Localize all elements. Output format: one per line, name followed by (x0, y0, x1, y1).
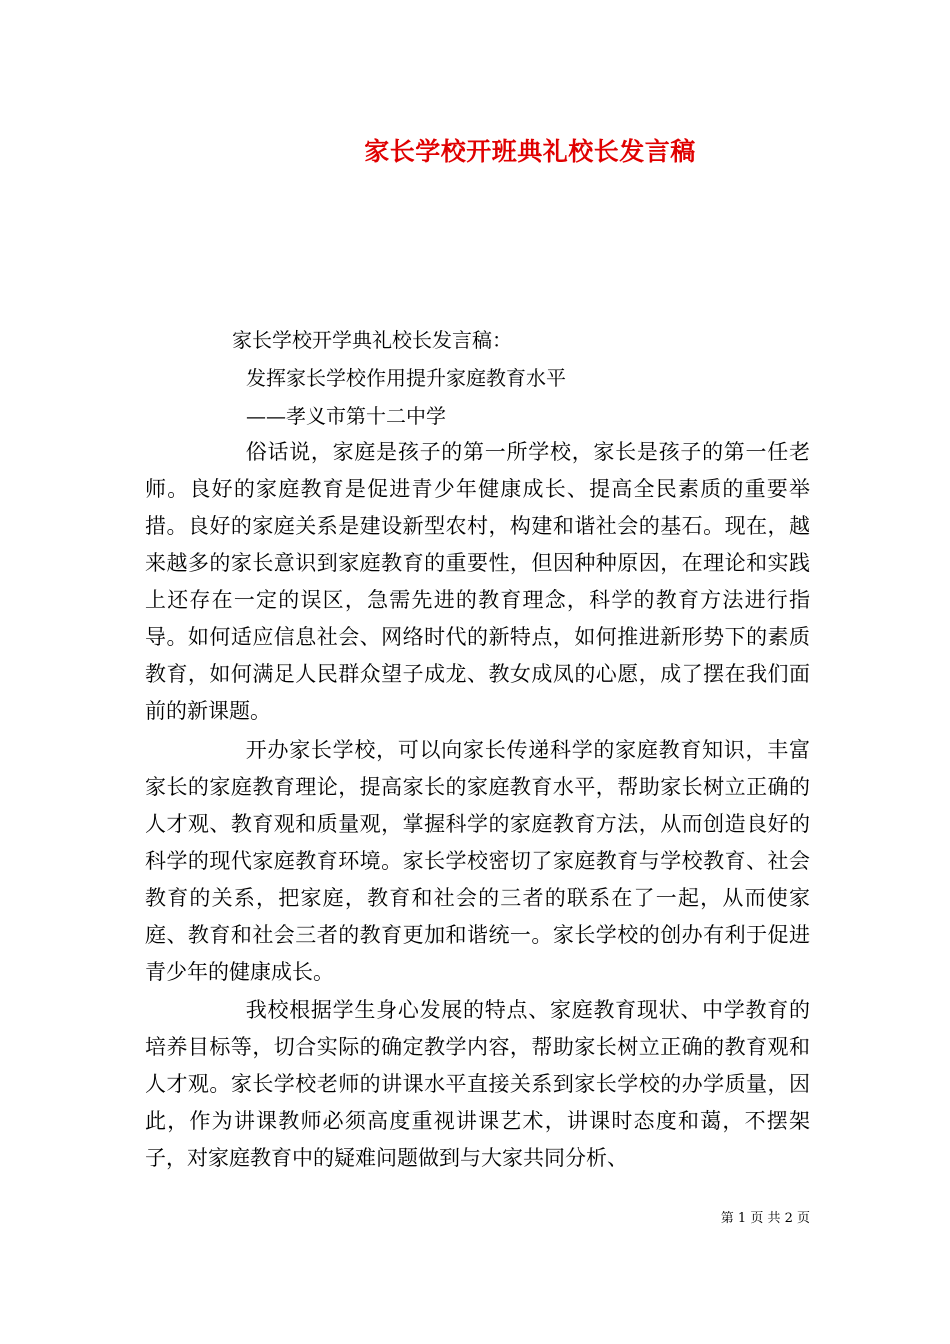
speech-heading: 家长学校开学典礼校长发言稿： (232, 328, 512, 352)
paragraph-text: 我校根据学生身心发展的特点、家庭教育现状、中学教育的培养目标等，切合实际的确定教学内容，帮助家长树立正确的教育观和人才观。家长学校老师的讲课水平直接关系到家长学校的办学质量，因此，作为讲课教师必须高度重视讲课艺术，讲课时态度和蔼，不摆架子，对家庭教育中的疑难问题做到与大家共同分析、 (145, 998, 810, 1170)
body-paragraph-1 (145, 434, 810, 730)
document-title: 家长学校开班典礼校长发言稿 (364, 137, 696, 166)
page-number-footer: 第 1 页 共 2 页 (720, 1211, 810, 1226)
body-paragraph-2 (145, 732, 810, 991)
speech-author: ——孝义市第十二中学 (246, 404, 446, 428)
speech-subtitle: 发挥家长学校作用提升家庭教育水平 (246, 366, 566, 390)
body-paragraph-3 (145, 992, 810, 1177)
paragraph-text: 俗话说，家庭是孩子的第一所学校，家长是孩子的第一任老师。良好的家庭教育是促进青少年健康成长、提高全民素质的重要举措。良好的家庭关系是建设新型农村，构建和谐社会的基石。现在，越来越多的家长意识到家庭教育的重要性，但因种种原因，在理论和实践上还存在一定的误区，急需先进的教育理念，科学的教育方法进行指导。如何适应信息社会、网络时代的新特点，如何推进新形势下的素质教育，如何满足人民群众望子成龙、教女成凤的心愿，成了摆在我们面前的新课题。 (145, 440, 810, 723)
paragraph-text: 开办家长学校，可以向家长传递科学的家庭教育知识，丰富家长的家庭教育理论，提高家长的家庭教育水平，帮助家长树立正确的人才观、教育观和质量观，掌握科学的家庭教育方法，从而创造良好的科学的现代家庭教育环境。家长学校密切了家庭教育与学校教育、社会教育的关系，把家庭，教育和社会的三者的联系在了一起，从而使家庭、教育和社会三者的教育更加和谐统一。家长学校的创办有利于促进青少年的健康成长。 (145, 738, 810, 984)
